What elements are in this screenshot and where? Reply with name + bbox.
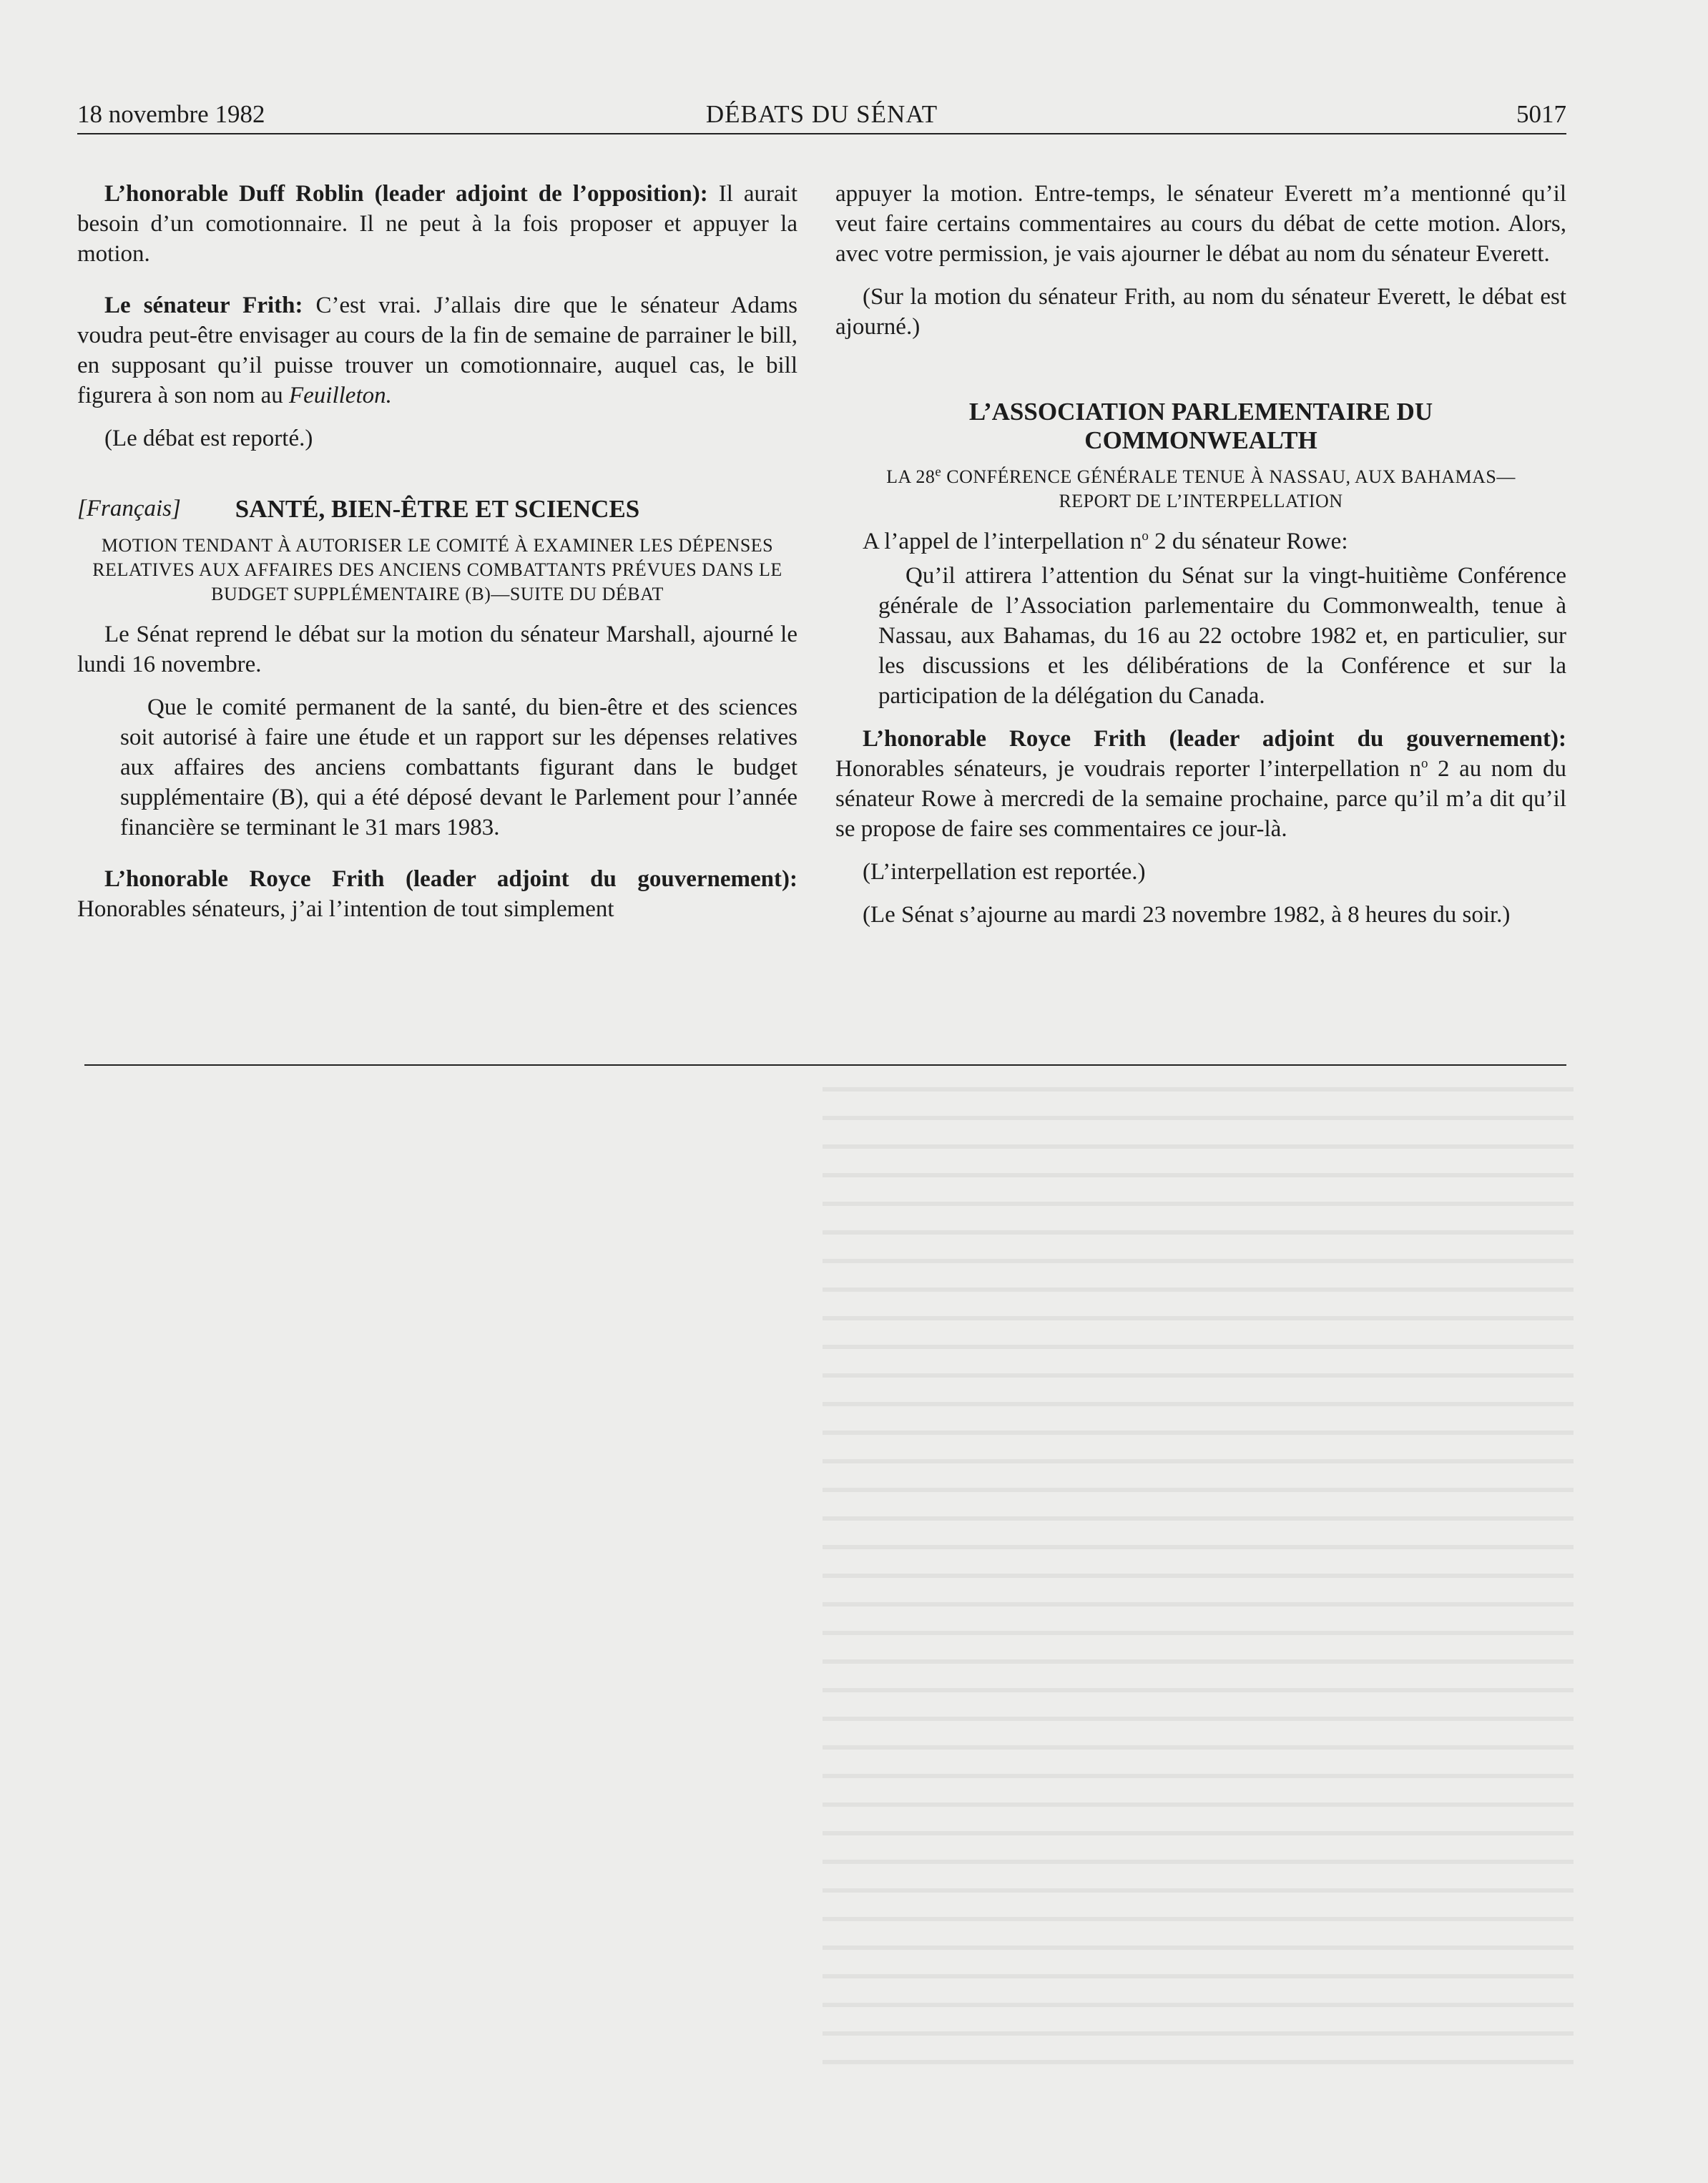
right-column — [835, 179, 1566, 930]
superscript: o — [1420, 756, 1428, 771]
superscript: o — [1142, 529, 1149, 544]
left-column — [77, 179, 797, 924]
page-header — [77, 97, 1566, 134]
adjournment-note: (Le Sénat s’ajourne au mardi 23 novembre 1982, à 8 heures du soir.) — [863, 902, 1511, 928]
section-subheading — [835, 465, 1566, 514]
section-heading: SANTÉ, BIEN-ÊTRE ET SCIENCES — [235, 495, 640, 523]
subheading-text: CONFÉRENCE GÉNÉRALE TENUE À NASSAU, AUX BAHAMAS—REPORT DE L’INTERPELLATION — [941, 466, 1516, 511]
speech-text: Il aurait besoin d’un comotionnaire. Il ne peut à la fois proposer et appuyer la motion. — [77, 181, 797, 267]
motion-quote: Que le comité permanent de la santé, du bien-être et des sciences soit autorisé à faire une étude et un rapport sur les dépenses relatives aux affaires des anciens combattants figurant dans le budget supplémentaire (B), qui a été déposé devant le Parlement pour l’année financière se terminant le 31 mars 1983. — [120, 695, 797, 840]
procedural-note: (Sur la motion du sénateur Frith, au nom du sénateur Everett, le débat est ajourné.) — [835, 284, 1566, 340]
procedural-note: (L’interpellation est reportée.) — [863, 859, 1146, 885]
paragraph-frith — [77, 290, 797, 411]
section-heading: L’ASSOCIATION PARLEMENTAIRE DU COMMONWEALTH — [968, 398, 1433, 454]
speech-text: 2 au nom du sénateur Rowe à mercredi de la semaine prochaine, parce qu’il m’a dit qu’il se propose de faire ses commentaires ce jour-là. — [835, 756, 1566, 842]
speech-text: C’est vrai. J’allais dire que le sénateur Adams voudra peut-être envisager au cours de la fin de semaine de parrainer le bill, en supposant qu’il puisse trouver un comotionnaire, auquel cas, le bill figurera à son nom au — [77, 293, 797, 408]
speaker-name: Le sénateur Frith: — [104, 293, 303, 318]
paragraph-debate: Le Sénat reprend le débat sur la motion du sénateur Marshall, ajourné le lundi 16 novembre. — [77, 622, 797, 677]
speaker-name: L’honorable Royce Frith (leader adjoint du gouvernement): — [104, 866, 797, 892]
speech-text: Honorables sénateurs, j’ai l’intention de tout simplement — [77, 896, 614, 922]
header-date: 18 novembre 1982 — [77, 100, 265, 128]
paragraph-frith-2 — [77, 864, 797, 924]
page-number: 5017 — [1516, 100, 1566, 128]
paragraph-roblin — [77, 179, 797, 269]
text: 2 du sénateur Rowe: — [1148, 529, 1348, 554]
end-rule — [84, 1064, 1566, 1066]
paragraph-continued: appuyer la motion. Entre-temps, le sénateur Everett m’a mentionné qu’il veut faire certains commentaires au cours du débat de cette motion. Alors, avec votre permission, je vais ajourner le débat au nom du sénateur Everett. — [835, 181, 1566, 267]
subheading-text: LA 28 — [886, 466, 936, 487]
header-title: DÉBATS DU SÉNAT — [705, 100, 938, 128]
bleed-through — [823, 1087, 1574, 2074]
feuilleton-italic: Feuilleton. — [289, 383, 392, 408]
speaker-name: L’honorable Royce Frith (leader adjoint du gouvernement): — [863, 726, 1566, 752]
procedural-note: (Le débat est reporté.) — [104, 426, 313, 451]
paragraph-interpellation — [835, 526, 1566, 556]
speech-text: Honorables sénateurs, je voudrais reporter l’interpellation n — [835, 756, 1421, 782]
speaker-name: L’honorable Duff Roblin (leader adjoint de l’opposition): — [104, 181, 708, 207]
interpellation-quote: Qu’il attirera l’attention du Sénat sur la vingt-huitième Conférence générale de l’Association parlementaire du Commonwealth, tenue à Nassau, aux Bahamas, du 16 au 22 octobre 1982 et, en particulier, sur les discussions et les délibérations de la Conférence et sur la participation de la délégation du Canada. — [878, 563, 1566, 709]
text: A l’appel de l’interpellation n — [863, 529, 1142, 554]
paragraph-frith-3 — [835, 724, 1566, 844]
superscript: e — [935, 464, 942, 480]
section-subheading: MOTION TENDANT À AUTORISER LE COMITÉ À EXAMINER LES DÉPENSES RELATIVES AUX AFFAIRES DES ANCIENS COMBATTANTS PRÉVUES DANS LE BUDGET SUPPLÉMENTAIRE (B)—SUITE DU DÉBAT — [92, 535, 782, 604]
language-tag: [Français] — [77, 496, 181, 521]
